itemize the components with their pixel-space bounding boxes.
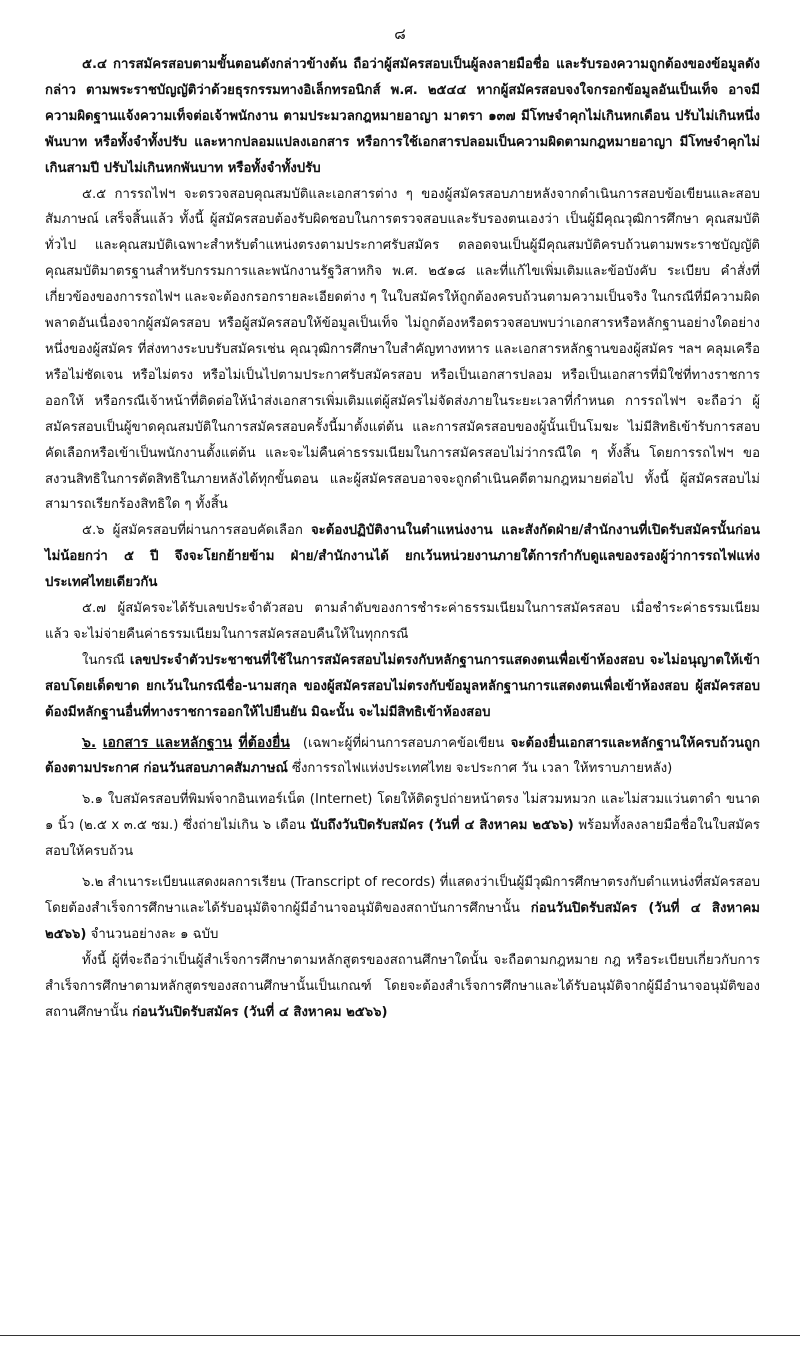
clause-5-5: ๕.๕ การรถไฟฯ จะตรวจสอบคุณสมบัติและเอกสารต่าง ๆ ของผู้สมัครสอบภายหลังจากดำเนินการสอบข้อเขียนและสอบสัมภาษณ์ เสร็จสิ้นแล้ว ทั้งนี้ ผู้สมัครสอบต้องรับผิดชอบในการตรวจสอบและรับรองตนเองว่า เป็นผู้มีคุณวุฒิการศึกษา คุณสมบัติทั่วไป และคุณสมบัติเฉพาะสำหรับตำแหน่งตรงตามประกาศรับสมัคร ตลอดจนเป็นผู้มีคุณสมบัติครบถ้วนตามพระราชบัญญัติคุณสมบัติมาตรฐานสำหรับกรรมการและพนักงานรัฐวิสาหกิจ พ.ศ. ๒๕๑๘ และที่แก้ไขเพิ่มเติมและข้อบังคับ ระเบียบ คำสั่งที่เกี่ยวข้องของการรถไฟฯ และจะต้องกรอกรายละเอียดต่าง ๆ ในใบสมัครให้ถูกต้องครบถ้วนตามความเป็นจริง ในกรณีที่มีความผิดพลาดอันเนื่องจากผู้สมัครสอบ หรือผู้สมัครสอบให้ข้อมูลเป็นเท็จ ไม่ถูกต้องหรือตรวจสอบพบว่าเอกสารหรือหลักฐานอย่างใดอย่างหนึ่งของผู้สมัคร ที่ส่งทางระบบรับสมัครเช่น คุณวุฒิการศึกษาใบสำคัญทางทหาร และเอกสารหลักฐานของผู้สมัคร ฯลฯ คลุมเครือ หรือไม่ชัดเจน หรือไม่ตรง หรือไม่เป็นไปตามประกาศรับสมัครสอบ หรือเป็นเอกสารปลอม หรือเป็นเอกสารที่มิใช่ที่ทางราชการออกให้ หรือกรณีเจ้าหน้าที่ติดต่อให้นำส่งเอกสารเพิ่มเติมแต่ผู้สมัครไม่จัดส่งภายในระยะเวลาที่กำหนด การรถไฟฯ จะถือว่า ผู้สมัครสอบเป็นผู้ขาดคุณสมบัติในการสมัครสอบครั้งนี้มาตั้งแต่ต้น และการสมัครสอบของผู้นั้นเป็นโมฆะ ไม่มีสิทธิเข้ารับการสอบคัดเลือกหรือเข้าเป็นพนักงานตั้งแต่ต้น และจะไม่คืนค่าธรรมเนียมในการสมัครสอบไม่ว่ากรณีใด ๆ ทั้งสิ้น โดยการรถไฟฯ ขอสงวนสิทธิในการตัดสิทธิในภายหลังได้ทุกขั้นตอน และผู้สมัครสอบอาจจะถูกดำเนินคดีตามกฎหมายต่อไป ทั้งนี้ ผู้สมัครสอบไม่สามารถเรียกร้องสิทธิใด ๆ ทั้งสิ้น [45, 186, 760, 513]
clause-6-2-text: ๖.๒ สำเนาระเบียนแสดงผลการเรียน (Transcript of records) ที่แสดงว่าเป็นผู้มีวุฒิการศึกษาตรงกับตำแหน่งที่สมัครสอบ โดยต้องสำเร็จการศึกษาและได้รับอนุมัติจากผู้มีอำนาจอนุมัติของสถาบันการศึกษานั้น [45, 875, 760, 916]
page-number: ๘ [394, 25, 406, 43]
clause-6-1-bold: นับถึงวันปิดรับสมัคร (วันที่ ๔ สิงหาคม ๒๕๖๖) [310, 818, 574, 834]
clause-5-6-bold: จะต้องปฏิบัติงานในตำแหน่งงาน และสังกัดฝ่าย/สำนักงานที่เปิดรับสมัครนั้นก่อนไม่น้อยกว่า ๕ ปี จึงจะโยกย้ายข้าม ฝ่าย/สำนักงานได้ ยกเว้นหน่วยงานภายใต้การกำกับดูแลของรองผู้ว่าการรถไฟแห่งประเทศไทยเดียวกัน [45, 523, 760, 591]
section-6-title-a: เอกสาร และหลักฐาน [102, 734, 233, 751]
bottom-border-line [0, 1335, 800, 1336]
clause-6-2-tail: จำนวนอย่างละ ๑ ฉบับ [90, 926, 219, 942]
section-6-note: (เฉพาะผู้ที่ผ่านการสอบภาคข้อเขียน [302, 735, 505, 751]
clause-6-2 [45, 870, 760, 948]
clause-5-6-lead: ๕.๖ ผู้สมัครสอบที่ผ่านการสอบคัดเลือก [82, 523, 303, 539]
section-6 [45, 731, 760, 783]
clause-5-4-number: ๕.๔ [82, 57, 107, 72]
clause-5-7-note-bold: เลขประจำตัวประชาชนที่ใช้ในการสมัครสอบไม่ตรงกับหลักฐานการแสดงตนเพื่อเข้าห้องสอบ จะไม่อนุญาตให้เข้าสอบโดยเด็ดขาด ยกเว้นในกรณีชื่อ-นามสกุล ของผู้สมัครสอบไม่ตรงกับข้อมูลหลักฐานการแสดงตนเพื่อเข้าห้องสอบ ผู้สมัครสอบต้องมีหลักฐานอื่นที่ทางราชการออกให้ไปยืนยัน มิฉะนั้น จะไม่มีสิทธิเข้าห้องสอบ [45, 652, 760, 720]
section-6-title-b: ที่ต้องยื่น [238, 734, 290, 751]
clause-6-1-tail: พร้อมทั้งลงลายมือชื่อในใบสมัครสอบให้ครบถ้วน [45, 818, 761, 860]
clause-5-7-note-lead: ในกรณี [82, 652, 125, 668]
document-body [45, 52, 760, 1026]
section-6-bold: จะต้องยื่นเอกสารและหลักฐานให้ครบถ้วนถูกต้องตามประกาศ ก่อนวันสอบภาคสัมภาษณ์ [45, 735, 760, 777]
section-6-number: ๖. [82, 734, 97, 751]
clause-6-2-note-text: ทั้งนี้ ผู้ที่จะถือว่าเป็นผู้สำเร็จการศึกษาตามหลักสูตรของสถานศึกษาใดนั้น จะถือตามกฎหมาย กฎ หรือระเบียบเกี่ยวกับการสำเร็จการศึกษาตามหลักสูตรของสถานศึกษานั้นเป็นเกณฑ์ โดยจะต้องสำเร็จการศึกษาและได้รับอนุมัติจากผู้มีอำนาจอนุมัติของสถานศึกษานั้น [45, 952, 760, 1020]
clause-6-1 [45, 787, 760, 865]
clause-6-1-text: ๖.๑ ใบสมัครสอบที่พิมพ์จากอินเทอร์เน็ต (Internet) โดยให้ติดรูปถ่ายหน้าตรง ไม่สวมหมวก และไม่สวมแว่นตาดำ ขนาด ๑ นิ้ว (๒.๕ x ๓.๕ ซม.) ซึ่งถ่ายไม่เกิน ๖ เดือน [45, 792, 760, 834]
section-6-tail: ซึ่งการรถไฟแห่งประเทศไทย จะประกาศ วัน เวลา ให้ทราบภายหลัง) [292, 761, 673, 777]
clause-5-4-text: การสมัครสอบตามขั้นตอนดังกล่าวข้างต้น ถือว่าผู้สมัครสอบเป็นผู้ลงลายมือชื่อ และรับรองความถูกต้องของข้อมูลดังกล่าว ตามพระราชบัญญัติว่าด้วยธุรกรรมทางอิเล็กทรอนิกส์ พ.ศ. ๒๕๔๔ หากผู้สมัครสอบจงใจกรอกข้อมูลอันเป็นเท็จ อาจมีความผิดฐานแจ้งความเท็จต่อเจ้าพนักงาน ตามประมวลกฎหมายอาญา มาตรา ๑๓๗ มีโทษจำคุกไม่เกินหกเดือน ปรับไม่เกินหนึ่งพันบาท หรือทั้งจำทั้งปรับ และหากปลอมแปลงเอกสาร หรือการใช้เอกสารปลอมเป็นความผิดตามกฎหมายอาญา มีโทษจำคุกไม่เกินสามปี ปรับไม่เกินหกพันบาท หรือทั้งจำทั้งปรับ [45, 57, 760, 176]
clause-6-2-note-bold: ก่อนวันปิดรับสมัคร (วันที่ ๔ สิงหาคม ๒๕๖๖) [132, 1004, 388, 1020]
clause-5-4 [45, 52, 760, 182]
clause-5-7-note [45, 648, 760, 726]
clause-5-6 [45, 518, 760, 596]
clause-5-7: ๕.๗ ผู้สมัครจะได้รับเลขประจำตัวสอบ ตามลำดับของการชำระค่าธรรมเนียมในการสมัครสอบ เมื่อชำระค่าธรรมเนียมแล้ว จะไม่จ่ายคืนค่าธรรมเนียมในการสมัครสอบคืนให้ในทุกกรณี [45, 601, 760, 642]
clause-6-2-note [45, 948, 760, 1026]
clause-6-2-bold: ก่อนวันปิดรับสมัคร (วันที่ ๔ สิงหาคม ๒๕๖๖) [45, 901, 760, 942]
